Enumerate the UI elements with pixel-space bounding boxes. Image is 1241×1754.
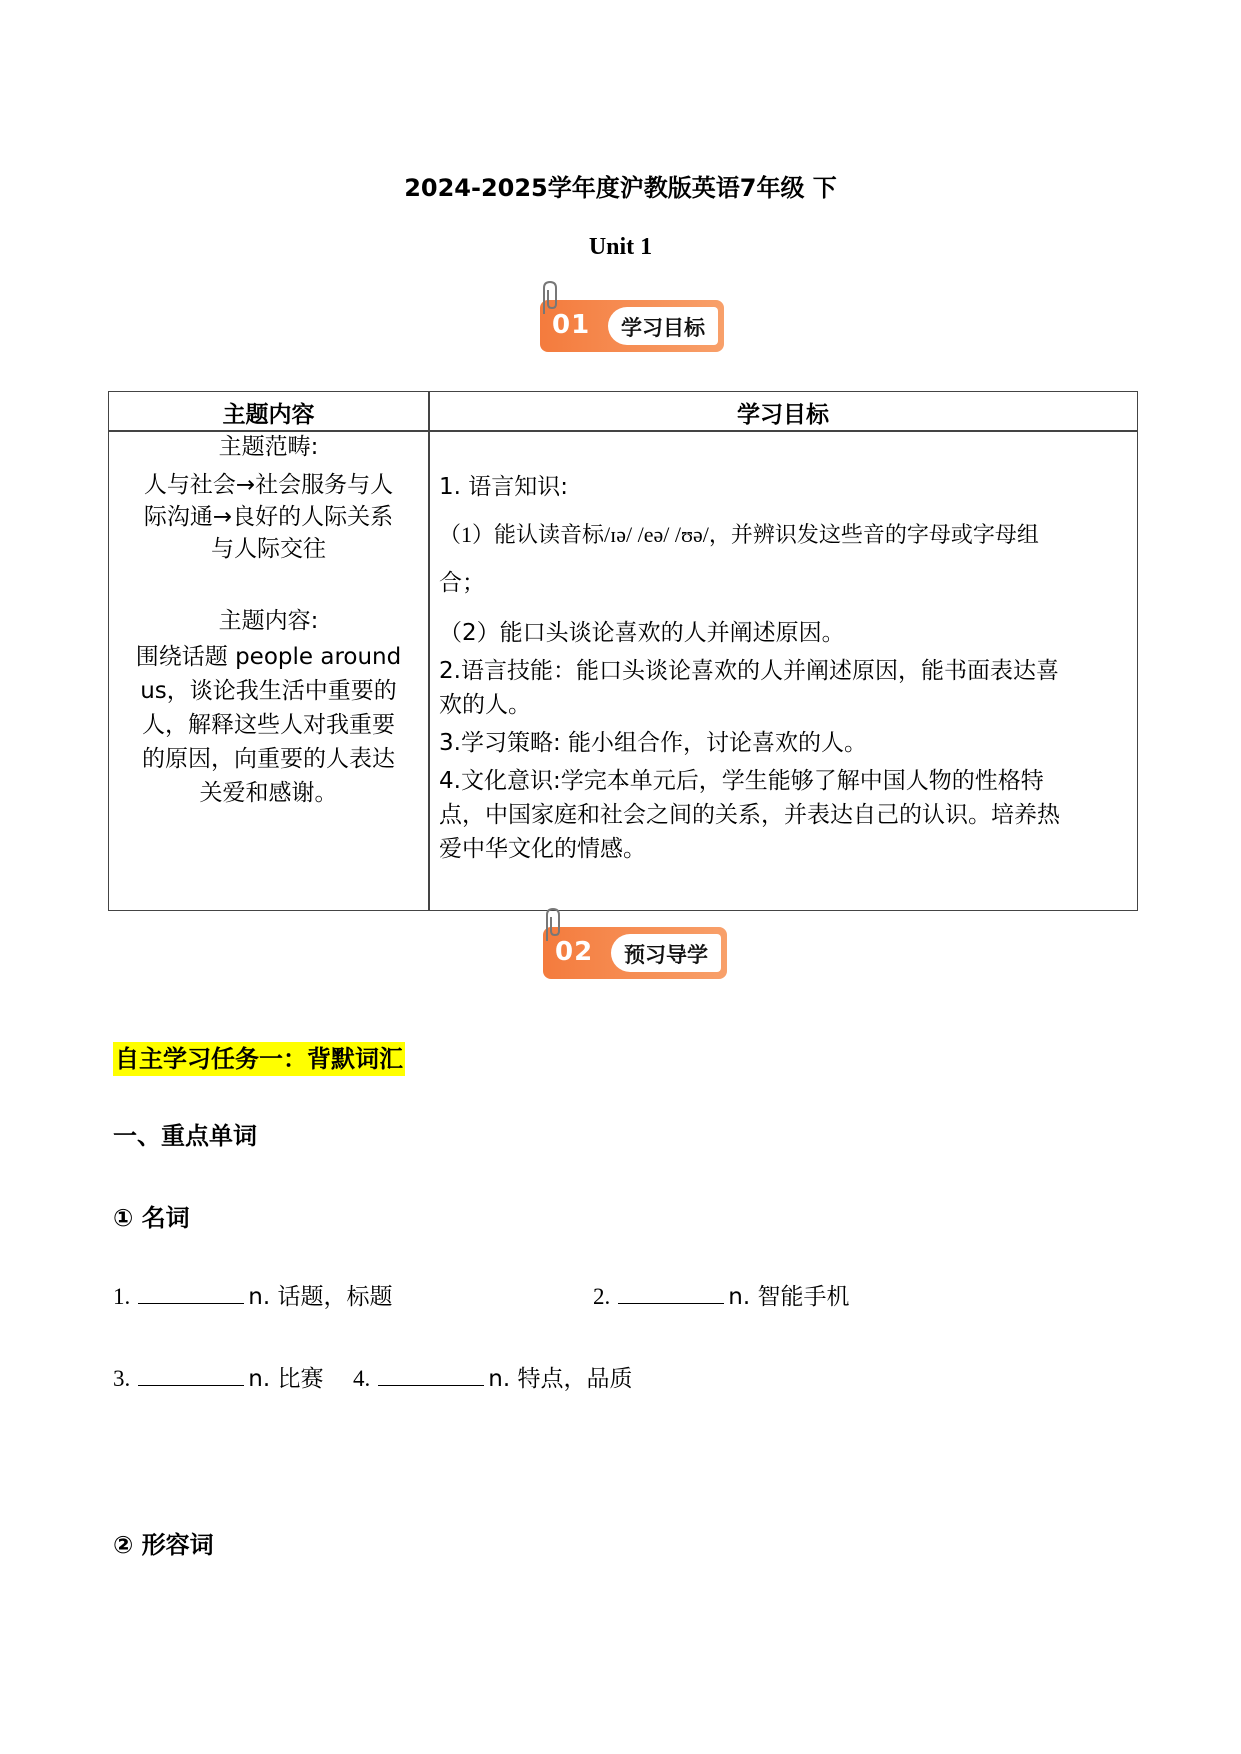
scope-line: 与人际交往	[211, 536, 326, 562]
item-meaning: n. 话题，标题	[248, 1284, 393, 1310]
content-line: 人，解释这些人对我重要	[142, 712, 395, 738]
goal-culture-cont2: 爱中华文化的情感。	[439, 836, 646, 862]
section-label: 学习目标	[621, 316, 705, 340]
goal-language-skills: 2.语言技能：能口头谈论喜欢的人并阐述原因，能书面表达喜	[439, 658, 1059, 684]
goal-culture: 4.文化意识:学完本单元后，学生能够了解中国人物的性格特	[439, 768, 1044, 794]
document-title: 2024-2025学年度沪教版英语7年级 下	[404, 174, 837, 202]
section-badge-preview	[543, 927, 727, 979]
goal-phonetics-cont: 合；	[439, 570, 485, 596]
goal-speaking: （2）能口头谈论喜欢的人并阐述原因。	[439, 620, 845, 646]
content-line: us，谈论我生活中重要的	[140, 678, 397, 704]
answer-blank[interactable]	[618, 1281, 724, 1304]
goal-language-knowledge: 1. 语言知识:	[439, 474, 569, 500]
goal-language-skills-cont: 欢的人。	[439, 692, 531, 718]
goal-phonetics: （1）能认读音标/ɪə/ /eə/ /ʊə/，并辨识发这些音的字母或字母组	[439, 522, 1039, 547]
item-meaning: n. 比赛	[248, 1366, 324, 1392]
content-line: 关爱和感谢。	[199, 780, 338, 806]
section-badge-objectives	[540, 300, 724, 352]
part-heading: 一、重点单词	[113, 1122, 257, 1150]
vocab-item	[113, 1362, 323, 1396]
task-heading: 自主学习任务一：背默词汇	[113, 1042, 405, 1076]
content-label: 主题内容:	[218, 608, 319, 634]
goal-learning-strategy: 3.学习策略: 能小组合作，讨论喜欢的人。	[439, 730, 868, 756]
vocab-item	[113, 1280, 392, 1314]
answer-blank[interactable]	[138, 1281, 244, 1304]
content-line: 围绕话题 people around	[135, 644, 402, 670]
content-line: 的原因，向重要的人表达	[142, 746, 395, 772]
goals-cell	[439, 470, 1139, 866]
item-number: 4.	[353, 1366, 371, 1391]
vocab-item	[353, 1362, 632, 1396]
item-number: 2.	[593, 1284, 611, 1309]
section-number: 02	[555, 937, 594, 967]
table-header-topic: 主题内容	[222, 402, 315, 428]
vocab-item	[593, 1280, 849, 1314]
goal-culture-cont: 点，中国家庭和社会之间的关系，并表达自己的认识。培养热	[439, 802, 1060, 828]
answer-blank[interactable]	[378, 1363, 484, 1386]
item-meaning: n. 智能手机	[728, 1284, 850, 1310]
scope-line: 际沟通→良好的人际关系	[143, 504, 394, 530]
section-label: 预习导学	[624, 943, 708, 967]
scope-line: 人与社会→社会服务与人	[143, 472, 394, 498]
scope-label: 主题范畴:	[218, 434, 319, 460]
nouns-heading: ① 名词	[113, 1204, 190, 1232]
item-number: 3.	[113, 1366, 131, 1391]
topic-cell	[109, 430, 428, 810]
unit-title: Unit 1	[588, 234, 653, 260]
item-meaning: n. 特点，品质	[488, 1366, 633, 1392]
section-number: 01	[552, 310, 591, 340]
answer-blank[interactable]	[138, 1363, 244, 1386]
adjectives-heading: ② 形容词	[113, 1531, 214, 1559]
item-number: 1.	[113, 1284, 131, 1309]
objectives-table	[108, 391, 1138, 911]
table-header-goals: 学习目标	[737, 402, 829, 428]
